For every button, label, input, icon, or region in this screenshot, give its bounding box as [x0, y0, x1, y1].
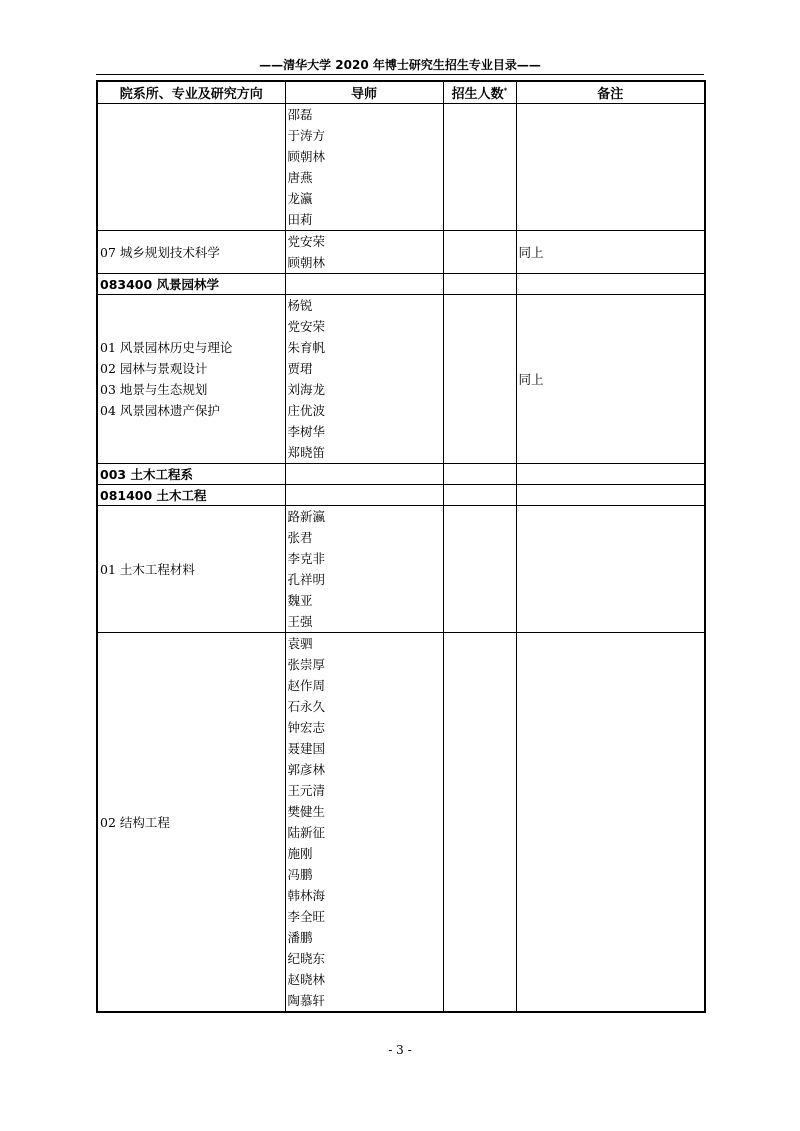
- empty-cell: [285, 274, 443, 295]
- table-body: [97, 104, 705, 1013]
- supervisor-name: 顾朝林: [287, 255, 326, 270]
- supervisor-name: 聂建国: [287, 741, 326, 756]
- supervisor-name: 潘鹏: [287, 930, 313, 945]
- header-rule: [96, 74, 704, 75]
- supervisor-name: 党安荣: [287, 319, 326, 334]
- supervisor-cell: [285, 104, 443, 231]
- supervisor-name: 王元清: [287, 783, 326, 798]
- supervisor-name: 魏亚: [287, 593, 313, 608]
- supervisor-name: 赵作周: [287, 678, 326, 693]
- direction-cell: [97, 633, 285, 1013]
- supervisor-name: 龙瀛: [287, 191, 313, 206]
- research-direction: 04 风景园林遗产保护: [100, 403, 220, 418]
- dept-heading: 083400 风景园林学: [97, 274, 285, 295]
- page-header: ——清华大学 2020 年博士研究生招生专业目录——: [259, 58, 541, 72]
- table-row: [97, 104, 705, 231]
- empty-cell: [443, 274, 516, 295]
- dept-heading-row: [97, 485, 705, 506]
- table-header-row: [97, 81, 705, 104]
- supervisor-name: 施刚: [287, 846, 313, 861]
- dept-heading: 003 土木工程系: [97, 464, 285, 485]
- column-header-dept: 院系所、专业及研究方向: [97, 81, 285, 104]
- remarks-cell: 同上: [516, 295, 705, 464]
- research-direction: 01 土木工程材料: [100, 561, 195, 577]
- supervisor-name: 钟宏志: [287, 720, 326, 735]
- empty-cell: [516, 274, 705, 295]
- supervisor-name: 石永久: [287, 699, 326, 714]
- supervisor-name: 邵磊: [287, 107, 313, 122]
- supervisor-name: 陶慕轩: [287, 993, 326, 1008]
- supervisor-name: 冯鹏: [287, 867, 313, 882]
- quota-cell: [443, 633, 516, 1013]
- supervisor-cell: [285, 295, 443, 464]
- supervisor-name: 李树华: [287, 424, 326, 439]
- column-header-quota: 招生人数*: [443, 81, 516, 104]
- empty-cell: [443, 485, 516, 506]
- supervisor-name: 李克非: [287, 551, 326, 566]
- quota-cell: [443, 295, 516, 464]
- dept-heading-row: [97, 464, 705, 485]
- remarks-cell: [516, 633, 705, 1013]
- supervisor-name: 赵晓林: [287, 972, 326, 987]
- empty-cell: [443, 464, 516, 485]
- table-row: [97, 506, 705, 633]
- direction-cell: [97, 295, 285, 464]
- quota-cell: [443, 104, 516, 231]
- supervisor-cell: [285, 506, 443, 633]
- supervisor-name: 孔祥明: [287, 572, 326, 587]
- supervisor-name: 于涛方: [287, 128, 326, 143]
- supervisor-name: 李全旺: [287, 909, 326, 924]
- column-header-supervisor: 导师: [285, 81, 443, 104]
- table-row: [97, 295, 705, 464]
- empty-cell: [516, 485, 705, 506]
- supervisor-name: 党安荣: [287, 234, 326, 249]
- supervisor-name: 庄优波: [287, 403, 326, 418]
- research-direction: 02 园林与景观设计: [100, 361, 208, 376]
- supervisor-name: 朱育帆: [287, 340, 326, 355]
- research-direction: 07 城乡规划技术科学: [100, 244, 220, 260]
- supervisor-name: 刘海龙: [287, 382, 326, 397]
- quota-cell: [443, 231, 516, 274]
- quota-footnote-mark: *: [503, 86, 508, 95]
- supervisor-name: 袁驷: [287, 636, 313, 651]
- supervisor-name: 王强: [287, 614, 313, 629]
- supervisor-name: 田莉: [287, 212, 313, 227]
- page-number: - 3 -: [388, 1043, 412, 1057]
- direction-cell: [97, 506, 285, 633]
- supervisor-cell: [285, 633, 443, 1013]
- supervisor-name: 张君: [287, 530, 313, 545]
- supervisor-name: 韩林海: [287, 888, 326, 903]
- supervisor-name: 路新瀛: [287, 509, 326, 524]
- empty-cell: [285, 485, 443, 506]
- quota-cell: [443, 506, 516, 633]
- research-direction: 01 风景园林历史与理论: [100, 340, 233, 355]
- dept-heading-row: [97, 274, 705, 295]
- supervisor-name: 郭彦林: [287, 762, 326, 777]
- direction-cell: [97, 104, 285, 231]
- supervisor-name: 陆新征: [287, 825, 326, 840]
- table-row: [97, 633, 705, 1013]
- program-catalog-table: [96, 80, 706, 1013]
- supervisor-name: 纪晓东: [287, 951, 326, 966]
- supervisor-cell: [285, 231, 443, 274]
- research-direction: 02 结构工程: [100, 814, 170, 830]
- supervisor-name: 樊健生: [287, 804, 326, 819]
- supervisor-name: 张崇厚: [287, 657, 326, 672]
- remarks-cell: [516, 506, 705, 633]
- direction-cell: [97, 231, 285, 274]
- dept-heading: 081400 土木工程: [97, 485, 285, 506]
- remarks-cell: 同上: [516, 231, 705, 274]
- supervisor-name: 顾朝林: [287, 149, 326, 164]
- column-header-remarks: 备注: [516, 81, 705, 104]
- supervisor-name: 杨锐: [287, 298, 313, 313]
- supervisor-name: 唐燕: [287, 170, 313, 185]
- empty-cell: [516, 464, 705, 485]
- remarks-cell: [516, 104, 705, 231]
- empty-cell: [285, 464, 443, 485]
- research-direction: 03 地景与生态规划: [100, 382, 208, 397]
- table-row: [97, 231, 705, 274]
- supervisor-name: 郑晓笛: [287, 445, 326, 460]
- supervisor-name: 贾珺: [287, 361, 313, 376]
